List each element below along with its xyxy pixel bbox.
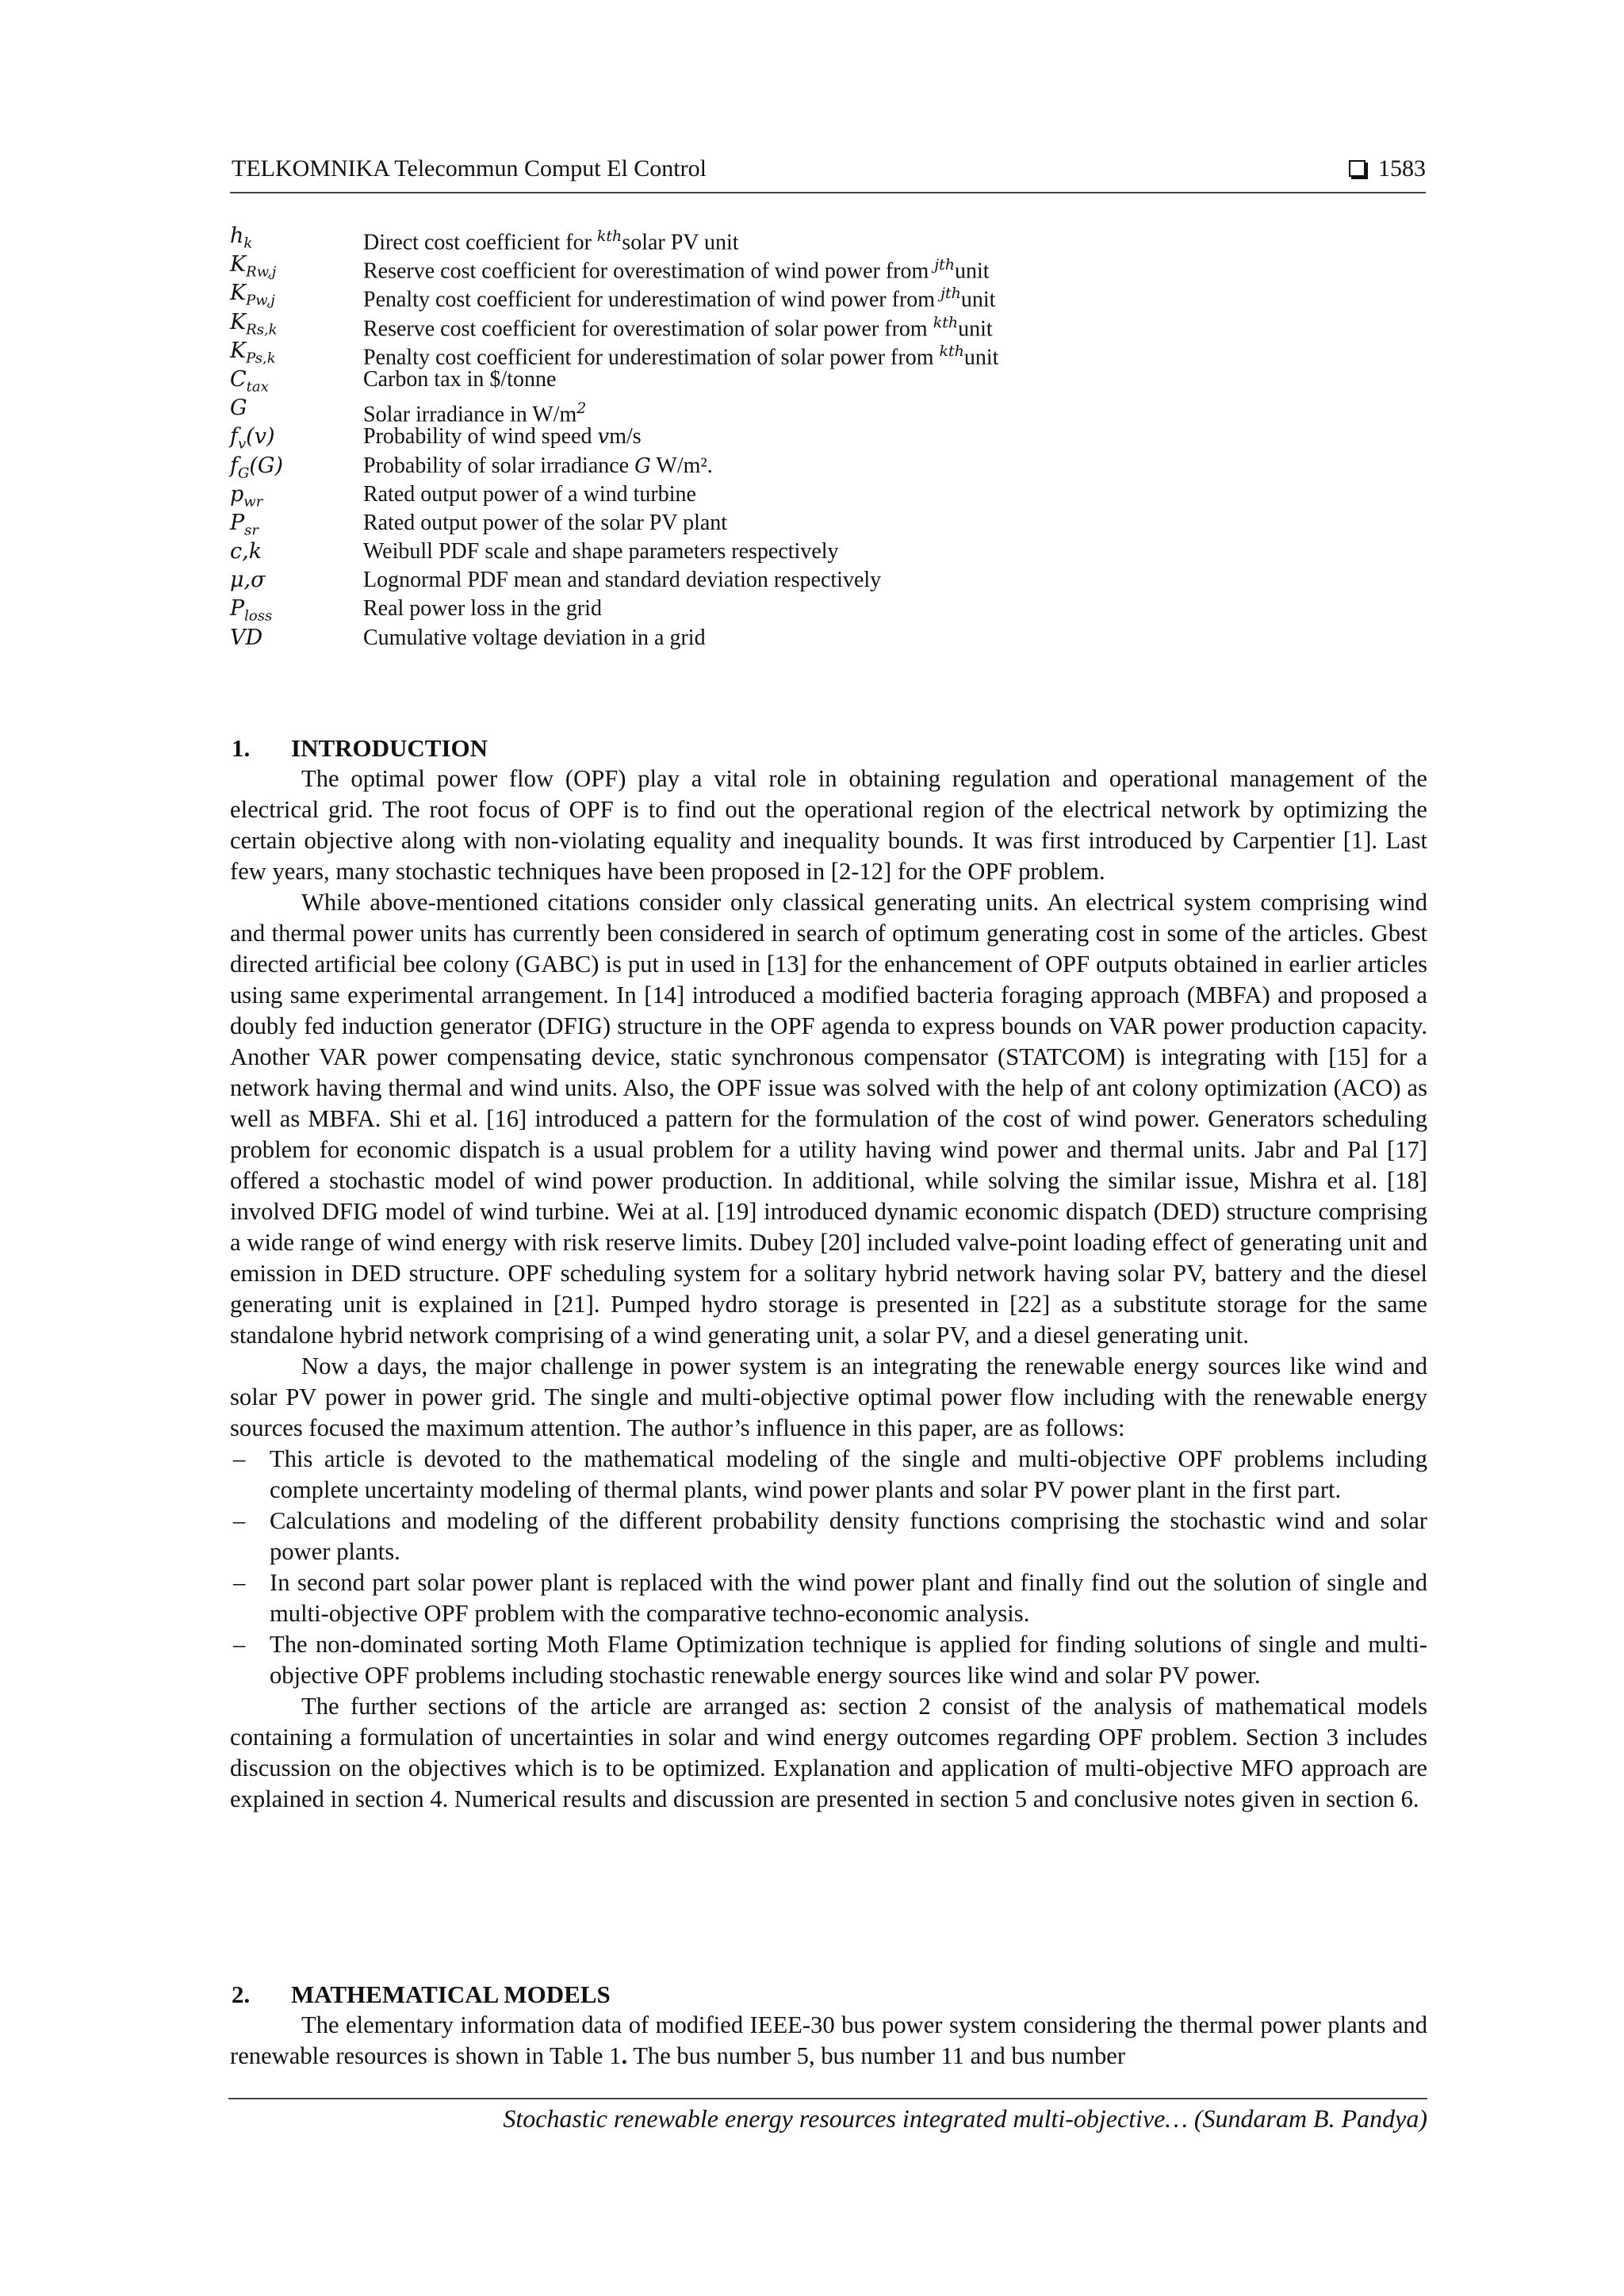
description-text: m/s <box>609 424 642 450</box>
symbol-subscript: Rw,j <box>246 263 277 281</box>
symbol-base: K <box>230 281 247 306</box>
superscript-index: j <box>934 256 940 274</box>
description-text: unit <box>960 287 996 312</box>
symbol-subscript: Ps,k <box>246 350 276 367</box>
dash-bullet: – <box>233 1569 246 1596</box>
symbol-subscript: v <box>238 435 247 453</box>
description-superscript <box>576 400 586 417</box>
list-item <box>230 1567 1427 1629</box>
symbol-base: K <box>230 338 247 363</box>
contribution-list <box>230 1444 1427 1691</box>
symbol-description <box>363 423 642 451</box>
symbol-subscript: Rs,k <box>246 320 278 338</box>
superscript-index: k <box>596 228 607 245</box>
symbol-subscript: G <box>238 464 250 481</box>
paragraph: The further sections of the article are arranged as: section 2 consist of the analysis of mathematical models containing a formulation of uncertainties in solar and wind energy outcomes regarding OPF problem. Section 3 includes discussion on the objectives which is to be optimized. Explanation and application of multi-objective MFO approach are explained in section 4. Numerical results and discussion are presented in section 5 and conclusive notes given in section 6. <box>230 1693 1427 1812</box>
journal-name: TELKOMNIKA Telecommun Comput El Control <box>232 155 707 182</box>
description-variable: G <box>634 453 651 478</box>
paragraph: Now a days, the major challenge in power system is an integrating the renewable energy sources like wind and solar PV power in power grid. The single and multi-objective optimal power flow including with the renewable energy sources focused the maximum attention. The author’s influence in this paper, are as follows: <box>230 1353 1427 1441</box>
description-text: Probability of solar irradiance <box>363 453 635 478</box>
symbol-subscript: sr <box>244 522 259 539</box>
section-number: 1. <box>232 734 251 762</box>
description-superscript <box>597 228 622 245</box>
nomenclature-row <box>230 251 1427 284</box>
list-item <box>230 1629 1427 1691</box>
superscript-suffix: th <box>939 256 956 274</box>
section-title: MATHEMATICAL MODELS <box>291 1980 611 2008</box>
list-item-text: This article is devoted to the mathematical modeling of the single and multi-objective OPF problems including complete uncertainty modeling of thermal plants, wind power plants and solar PV power plant in the first part. <box>270 1445 1427 1503</box>
paragraph-text: The bus number 5, bus number 11 and bus number <box>627 2042 1126 2069</box>
symbol-base: C <box>230 366 247 392</box>
nomenclature-row <box>230 394 1427 427</box>
description-superscript <box>934 256 955 274</box>
superscript-index: k <box>939 342 948 360</box>
paragraph <box>230 2010 1427 2072</box>
symbol-subscript: loss <box>244 607 273 625</box>
description-text: unit <box>963 345 999 370</box>
paragraph-text: The elementary information data of modified IEEE-30 bus power system considering the thermal power plants and renewable resources is shown in Table 1 <box>230 2011 1427 2069</box>
description-text: Lognormal PDF mean and standard deviation respectively <box>363 568 882 593</box>
nomenclature-list <box>230 222 1427 652</box>
symbol-base: f <box>230 453 238 478</box>
list-item-text: The non-dominated sorting Moth Flame Optimization technique is applied for finding solutions of single and multi-objective OPF problems including stochastic renewable energy sources like wind and solar PV power. <box>270 1631 1427 1689</box>
symbol <box>230 538 262 566</box>
nomenclature-row <box>230 595 1427 623</box>
symbol-description <box>363 480 696 509</box>
description-text: Penalty cost coefficient for underestimation of solar power from <box>363 345 940 370</box>
description-text: Probability of wind speed <box>363 424 598 450</box>
description-text: Reserve cost coefficient for overestimation of solar power from <box>363 316 933 341</box>
description-text: solar PV unit <box>622 230 739 255</box>
superscript-index: k <box>933 313 943 331</box>
dash-bullet: – <box>233 1507 246 1534</box>
nomenclature-row <box>230 566 1427 595</box>
running-header <box>230 155 1426 193</box>
symbol-base: K <box>230 252 247 277</box>
section-mathematical-models <box>230 1979 1427 2072</box>
running-footer: Stochastic renewable energy resources integrated multi-objective… (Sundaram B. Pandya) <box>503 2104 1427 2133</box>
section-number: 2. <box>232 1980 251 2008</box>
description-superscript <box>939 342 963 360</box>
paragraph: The optimal power flow (OPF) play a vital role in obtaining regulation and operational management of the electrical grid. The root focus of OPF is to find out the operational region of the electrical network by optimizing the certain objective along with non-violating equality and inequality bounds. It was first introduced by Carpentier [1]. Last few years, many stochastic techniques have been proposed in [2-12] for the OPF problem. <box>230 765 1427 885</box>
superscript-index: j <box>940 285 945 303</box>
nomenclature-row <box>230 308 1427 341</box>
symbol <box>230 566 266 595</box>
symbol-base: h <box>230 224 244 248</box>
dash-bullet: – <box>233 1445 246 1472</box>
footer-rule <box>228 2098 1427 2099</box>
description-superscript <box>940 285 961 302</box>
symbol-description <box>363 509 727 538</box>
description-text: Cumulative voltage deviation in a grid <box>363 625 706 650</box>
symbol-argument: (G) <box>249 453 284 478</box>
dash-bullet: – <box>233 1631 246 1658</box>
symbol-base: P <box>230 510 245 535</box>
superscript-suffix: th <box>948 342 964 360</box>
page-number: 1583 <box>1378 155 1426 182</box>
superscript-suffix: th <box>606 228 622 245</box>
nomenclature-row <box>230 538 1427 566</box>
section-introduction <box>230 733 1427 1815</box>
symbol-base: K <box>230 309 247 335</box>
description-text: Rated output power of a wind turbine <box>363 481 696 507</box>
square-bullet-icon <box>1349 160 1365 177</box>
superscript-suffix: th <box>942 313 959 331</box>
list-item <box>230 1444 1427 1506</box>
section-title: INTRODUCTION <box>291 734 488 762</box>
superscript-suffix: 2 <box>576 400 587 418</box>
symbol-description <box>363 538 839 566</box>
description-text: Weibull PDF scale and shape parameters respectively <box>363 539 839 564</box>
nomenclature-row <box>230 365 1427 394</box>
symbol-subscript: k <box>243 235 253 252</box>
nomenclature-row <box>230 452 1427 480</box>
list-item-text: In second part solar power plant is replaced with the wind power plant and finally find out the solution of single and multi-objective OPF problem with the comparative techno-economic analysis. <box>270 1569 1427 1627</box>
nomenclature-row <box>230 222 1427 255</box>
description-text: Direct cost coefficient for <box>363 230 597 255</box>
symbol <box>230 394 247 423</box>
description-text: Rated output power of the solar PV plant <box>363 510 728 535</box>
description-text: W/m². <box>650 453 713 478</box>
symbol <box>230 624 262 652</box>
symbol-description <box>363 595 602 623</box>
superscript-suffix: th <box>944 285 961 303</box>
symbol-base: P <box>230 596 245 622</box>
nomenclature-row <box>230 337 1427 370</box>
nomenclature-row <box>230 423 1427 451</box>
description-text: Solar irradiance in W/m <box>363 402 577 427</box>
symbol-description <box>363 566 881 595</box>
symbol-base: μ,σ <box>230 568 266 593</box>
description-text: Real power loss in the grid <box>363 596 602 622</box>
section-heading <box>230 733 1427 763</box>
symbol-base: f <box>230 424 238 450</box>
bold-period: . <box>621 2042 628 2069</box>
symbol-argument: (v) <box>246 424 275 450</box>
symbol-description <box>363 452 713 480</box>
paragraph: While above-mentioned citations consider only classical generating units. An electrical system comprising wind and thermal power units has currently been considered in search of optimum generating cost in some of the articles. Gbest directed artificial bee colony (GABC) is put in used in [13] for the enhancement of OPF outputs obtained in earlier articles using same experimental arrangement. In [14] introduced a modified bacteria foraging approach (MBFA) and proposed a doubly fed induction generator (DFIG) structure in the OPF agenda to express bounds on VAR power production capacity. Another VAR power compensating device, static synchronous compensator (STATCOM) is integrating with [15] for a network having thermal and wind units. Also, the OPF issue was solved with the help of ant colony optimization (ACO) as well as MBFA. Shi et al. [16] introduced a pattern for the formulation of the cost of wind power. Generators scheduling problem for economic dispatch is a usual problem for a utility having wind power and thermal units. Jabr and Pal [17] offered a stochastic model of wind power production. In additional, while solving the similar issue, Mishra et al. [18] involved DFIG model of wind turbine. Wei at al. [19] introduced dynamic economic dispatch (DED) structure comprising a wide range of wind energy with risk reserve limits. Dubey [20] included valve-point loading effect of generating unit and emission in DED structure. OPF scheduling system for a solitary hybrid network having solar PV, battery and the diesel generating unit is explained in [21]. Pumped hydro storage is presented in [22] as a substitute storage for the same standalone hybrid network comprising of a wind generating unit, a solar PV, and a diesel generating unit. <box>230 889 1427 1349</box>
nomenclature-row <box>230 624 1427 652</box>
symbol-base: p <box>230 481 244 507</box>
symbol-description <box>363 365 556 394</box>
description-text: unit <box>955 258 990 284</box>
nomenclature-row <box>230 509 1427 538</box>
description-text: Carbon tax in $/tonne <box>363 366 557 392</box>
symbol-subscript: tax <box>246 378 269 396</box>
symbol-base: VD <box>230 625 263 650</box>
nomenclature-row <box>230 279 1427 312</box>
symbol-base: G <box>230 396 247 421</box>
description-text: Reserve cost coefficient for overestimation of wind power from <box>363 258 935 284</box>
list-item-text: Calculations and modeling of the different probability density functions comprising the stochastic wind and solar power plants. <box>270 1507 1427 1565</box>
symbol-base: c,k <box>230 539 262 564</box>
description-variable: v <box>597 425 610 450</box>
nomenclature-row <box>230 480 1427 509</box>
list-item <box>230 1506 1427 1567</box>
description-superscript <box>933 314 958 331</box>
symbol-subscript: wr <box>243 493 263 511</box>
description-text: Penalty cost coefficient for underestimation of wind power from <box>363 287 941 312</box>
section-heading <box>230 1979 1427 2010</box>
description-text: unit <box>958 316 993 341</box>
symbol-description <box>363 624 706 652</box>
symbol-subscript: Pw,j <box>246 292 275 309</box>
